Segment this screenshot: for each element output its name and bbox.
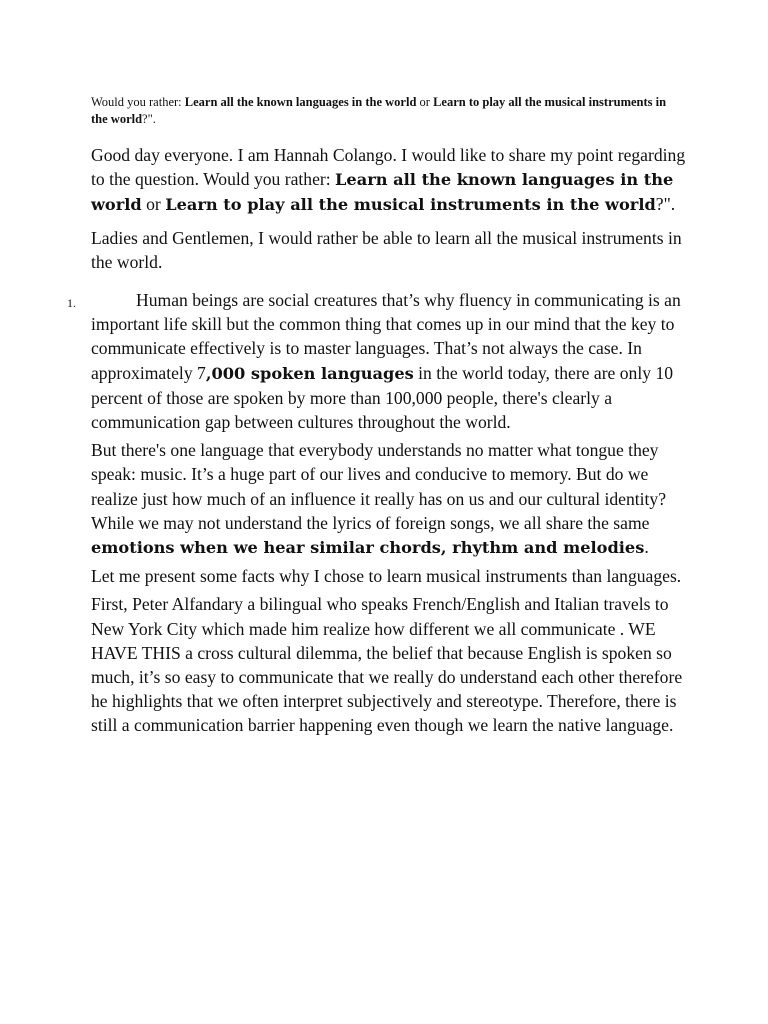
point-1-text-end: in the world today, there are only 10 percent of those are spoken by more than 100,000 people, there's clearly a communication gap between cultures throughout the world. [91, 362, 674, 433]
question-header [91, 94, 681, 128]
music-text-end: . [644, 537, 649, 558]
point-1-paragraph [67, 288, 691, 434]
facts-intro-paragraph: Let me present some facts why I chose to learn musical instruments than languages. [91, 566, 682, 587]
essay-body [67, 143, 691, 742]
header-suffix: ?". [142, 112, 156, 126]
intro-text: Good day everyone. I am Hannah Colango. I would like to share my point regarding to the question. Would you rather: [91, 145, 686, 190]
point-1-emphasis: ,000 spoken languages [205, 363, 414, 383]
list-number: 1. [67, 296, 76, 311]
intro-paragraph [91, 143, 691, 218]
point-1-text: Human beings are social creatures that’s why fluency in communicating is an important life skill but the common thing that comes up in our mind that the key to communicate effectively is to master languages. That’s not always the case. In approximately 7 [91, 290, 681, 383]
header-or: or [416, 95, 434, 109]
header-prefix: Would you rather: [91, 95, 185, 109]
intro-or: or [141, 194, 166, 215]
header-option-instruments: Learn to play all the musical instruments in the world [91, 95, 667, 126]
first-fact-paragraph: First, Peter Alfandary a bilingual who speaks French/English and Italian travels to New York City which made him realize how different we all communicate . WE HAVE THIS a cross cultural dilemma, the belief that because English is spoken so much, it’s so easy to communicate that we really do understand each other therefore he highlights that we often interpret subjectively and stereotype. Therefore, there is still a communication barrier happening even though we learn the native language. [91, 594, 683, 736]
music-text: But there's one language that everybody understands no matter what tongue they speak: music. It’s a huge part of our lives and conducive to memory. But do we realize just how much of an influence it really has on us and our cultural identity? While we may not understand the lyrics of foreign songs, we all share the same [91, 440, 667, 533]
intro-suffix: ?". [655, 194, 676, 215]
music-emphasis: emotions when we hear similar chords, rhythm and melodies [91, 538, 645, 558]
intro-option-instruments: Learn to play all the musical instruments in the world [165, 195, 656, 215]
music-paragraph [91, 438, 691, 560]
intro-option-languages: Learn all the known languages in the world [91, 170, 674, 215]
stance-paragraph: Ladies and Gentlemen, I would rather be able to learn all the musical instruments in the world. [91, 227, 682, 272]
header-option-languages: Learn all the known languages in the world [184, 95, 417, 109]
